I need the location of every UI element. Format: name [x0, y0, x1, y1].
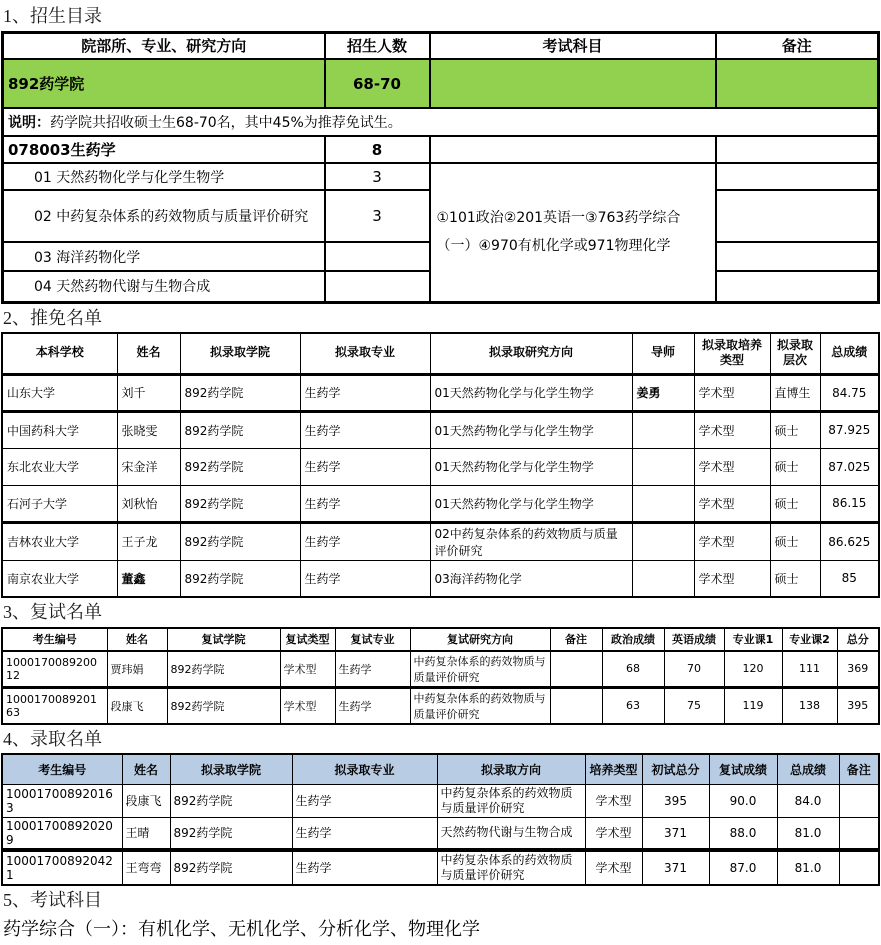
luqu-col-header: 考生编号 [2, 754, 122, 784]
luqu-col-header: 培养类型 [585, 754, 642, 784]
major-cell: 生药学 [292, 784, 437, 817]
mentor-cell: 姜勇 [632, 374, 694, 411]
score-cell: 86.625 [820, 522, 879, 560]
direction-count-cell: 3 [325, 163, 430, 190]
direction-name-cell: 02 中药复杂体系的药效物质与质量评价研究 [3, 190, 325, 242]
tuimian-row [2, 522, 879, 560]
fushi-col-header: 复试研究方向 [410, 628, 550, 651]
luqu-table [1, 753, 880, 886]
mentor-cell [632, 560, 694, 597]
score-cell: 84.75 [820, 374, 879, 411]
section-4-title: 4、录取名单 [3, 728, 102, 749]
direction-cell: 02中药复杂体系的药效物质与质量评价研究 [430, 522, 632, 560]
direction-cell: 01天然药物化学与化学生物学 [430, 411, 632, 448]
luqu-row [2, 784, 879, 817]
direction-name-cell: 01 天然药物化学与化学生物学 [3, 163, 325, 190]
fushi-col-header: 备注 [550, 628, 602, 651]
remark-cell [550, 651, 602, 688]
luqu-header-row [2, 754, 879, 784]
level-cell: 硕士 [770, 485, 820, 522]
direction-cell: 中药复杂体系的药效物质与质量评价研究 [410, 651, 550, 688]
tuimian-col-header: 导师 [632, 333, 694, 374]
luqu-col-header: 复试成绩 [709, 754, 777, 784]
major-cell: 生药学 [300, 522, 430, 560]
initial-score-cell: 395 [642, 784, 709, 817]
candidate-id-cell: 100017008920163 [2, 784, 122, 817]
level-cell: 硕士 [770, 522, 820, 560]
empty-cell [716, 242, 879, 271]
empty-cell [716, 59, 879, 108]
initial-score-cell: 371 [642, 817, 709, 850]
direction-cell: 中药复杂体系的药效物质与质量评价研究 [410, 687, 550, 724]
direction-cell: 天然药物代谢与生物合成 [437, 817, 585, 850]
school-cell: 吉林农业大学 [2, 522, 117, 560]
major-cell: 生药学 [300, 560, 430, 597]
fushi-col-header: 政治成绩 [602, 628, 664, 651]
catalog-header-row [3, 32, 879, 59]
politics-score-cell: 68 [602, 651, 664, 688]
school-cell: 南京农业大学 [2, 560, 117, 597]
section-2-title: 2、推免名单 [3, 307, 102, 328]
tuimian-col-header: 总成绩 [820, 333, 879, 374]
name-cell: 刘秋怡 [117, 485, 180, 522]
college-name-cell: 892药学院 [3, 59, 325, 108]
name-cell: 张晓雯 [117, 411, 180, 448]
direction-row [3, 163, 879, 190]
catalog-col-header: 招生人数 [325, 32, 430, 59]
remark-cell [550, 687, 602, 724]
retest-score-cell: 87.0 [709, 850, 777, 885]
school-cell: 东北农业大学 [2, 448, 117, 485]
tuimian-col-header: 拟录取培养类型 [694, 333, 770, 374]
direction-count-cell: 3 [325, 190, 430, 242]
major-count-cell: 8 [325, 136, 430, 163]
luqu-col-header: 姓名 [122, 754, 170, 784]
tuimian-col-header: 姓名 [117, 333, 180, 374]
total-score-cell: 395 [837, 687, 879, 724]
direction-count-cell [325, 271, 430, 302]
mentor-cell [632, 411, 694, 448]
type-cell: 学术型 [694, 522, 770, 560]
school-cell: 石河子大学 [2, 485, 117, 522]
fushi-table [1, 627, 880, 725]
level-cell: 硕士 [770, 560, 820, 597]
type-cell: 学术型 [585, 850, 642, 885]
name-cell: 宋金洋 [117, 448, 180, 485]
score-cell: 85 [820, 560, 879, 597]
luqu-col-header: 备注 [839, 754, 879, 784]
college-cell: 892药学院 [180, 411, 300, 448]
score-cell: 86.15 [820, 485, 879, 522]
note-label: 说明： [8, 115, 50, 131]
level-cell: 硕士 [770, 448, 820, 485]
candidate-id-cell: 100017008920163 [2, 687, 107, 724]
name-cell: 段康飞 [107, 687, 167, 724]
college-cell: 892药学院 [180, 374, 300, 411]
luqu-col-header: 总成绩 [777, 754, 839, 784]
direction-cell: 中药复杂体系的药效物质与质量评价研究 [437, 850, 585, 885]
fushi-col-header: 英语成绩 [664, 628, 724, 651]
tuimian-row [2, 411, 879, 448]
major-cell: 生药学 [292, 817, 437, 850]
tuimian-col-header: 拟录取专业 [300, 333, 430, 374]
major-cell: 生药学 [300, 374, 430, 411]
major-name-cell: 078003生药学 [3, 136, 325, 163]
course1-score-cell: 120 [724, 651, 782, 688]
direction-cell: 中药复杂体系的药效物质与质量评价研究 [437, 784, 585, 817]
college-cell: 892药学院 [180, 448, 300, 485]
college-row [3, 59, 879, 108]
retest-score-cell: 88.0 [709, 817, 777, 850]
type-cell: 学术型 [585, 817, 642, 850]
type-cell: 学术型 [280, 651, 335, 688]
tuimian-row [2, 485, 879, 522]
college-cell: 892药学院 [180, 485, 300, 522]
type-cell: 学术型 [694, 560, 770, 597]
admission-catalog-table [1, 31, 880, 304]
type-cell: 学术型 [694, 411, 770, 448]
note-row [3, 108, 879, 136]
major-cell: 生药学 [335, 687, 410, 724]
section-3-title: 3、复试名单 [3, 602, 102, 622]
name-cell: 王晴 [122, 817, 170, 850]
college-cell: 892药学院 [170, 850, 292, 885]
type-cell: 学术型 [694, 485, 770, 522]
catalog-col-header: 备注 [716, 32, 879, 59]
fushi-col-header: 专业课1 [724, 628, 782, 651]
major-cell: 生药学 [292, 850, 437, 885]
retest-score-cell: 90.0 [709, 784, 777, 817]
college-cell: 892药学院 [167, 687, 280, 724]
major-row [3, 136, 879, 163]
course2-score-cell: 138 [782, 687, 837, 724]
luqu-col-header: 初试总分 [642, 754, 709, 784]
luqu-row [2, 817, 879, 850]
total-score-cell: 369 [837, 651, 879, 688]
luqu-row [2, 850, 879, 885]
type-cell: 学术型 [280, 687, 335, 724]
tuimian-row [2, 374, 879, 411]
tuimian-row [2, 448, 879, 485]
total-score-cell: 84.0 [777, 784, 839, 817]
luqu-col-header: 拟录取专业 [292, 754, 437, 784]
exam-subjects-cell: ①101政治②201英语一③763药学综合（一）④970有机化学或971物理化学 [430, 163, 716, 302]
type-cell: 学术型 [694, 448, 770, 485]
fushi-row [2, 687, 879, 724]
score-cell: 87.925 [820, 411, 879, 448]
direction-name-cell: 04 天然药物代谢与生物合成 [3, 271, 325, 302]
remark-cell [839, 784, 879, 817]
initial-score-cell: 371 [642, 850, 709, 885]
major-cell: 生药学 [300, 448, 430, 485]
name-cell: 王弯弯 [122, 850, 170, 885]
college-cell: 892药学院 [180, 522, 300, 560]
empty-cell [716, 271, 879, 302]
fushi-col-header: 复试学院 [167, 628, 280, 651]
college-count-cell: 68-70 [325, 59, 430, 108]
mentor-cell [632, 485, 694, 522]
fushi-col-header: 复试专业 [335, 628, 410, 651]
catalog-col-header: 院部所、专业、研究方向 [3, 32, 325, 59]
course2-score-cell: 111 [782, 651, 837, 688]
direction-cell: 03海洋药物化学 [430, 560, 632, 597]
english-score-cell: 75 [664, 687, 724, 724]
fushi-col-header: 复试类型 [280, 628, 335, 651]
tuimian-header-row [2, 333, 879, 374]
candidate-id-cell: 100017008920012 [2, 651, 107, 688]
luqu-col-header: 拟录取方向 [437, 754, 585, 784]
major-cell: 生药学 [300, 411, 430, 448]
tuimian-row [2, 560, 879, 597]
total-score-cell: 81.0 [777, 850, 839, 885]
direction-cell: 01天然药物化学与化学生物学 [430, 485, 632, 522]
tuimian-table [1, 332, 880, 598]
name-cell: 王子龙 [117, 522, 180, 560]
type-cell: 学术型 [585, 784, 642, 817]
direction-cell: 01天然药物化学与化学生物学 [430, 448, 632, 485]
college-cell: 892药学院 [170, 784, 292, 817]
english-score-cell: 70 [664, 651, 724, 688]
remark-cell [839, 850, 879, 885]
score-cell: 87.025 [820, 448, 879, 485]
fushi-col-header: 姓名 [107, 628, 167, 651]
name-cell: 董鑫 [117, 560, 180, 597]
name-cell: 段康飞 [122, 784, 170, 817]
tuimian-col-header: 本科学校 [2, 333, 117, 374]
major-cell: 生药学 [300, 485, 430, 522]
note-cell [3, 108, 879, 136]
mentor-cell [632, 448, 694, 485]
empty-cell [430, 136, 716, 163]
tuimian-col-header: 拟录取学院 [180, 333, 300, 374]
direction-name-cell: 03 海洋药物化学 [3, 242, 325, 271]
tuimian-col-header: 拟录取层次 [770, 333, 820, 374]
major-cell: 生药学 [335, 651, 410, 688]
section-1-title: 1、招生目录 [3, 6, 102, 26]
empty-cell [716, 163, 879, 190]
type-cell: 学术型 [694, 374, 770, 411]
name-cell: 刘千 [117, 374, 180, 411]
college-cell: 892药学院 [170, 817, 292, 850]
school-cell: 山东大学 [2, 374, 117, 411]
tuimian-col-header: 拟录取研究方向 [430, 333, 632, 374]
fushi-col-header: 总分 [837, 628, 879, 651]
catalog-col-header: 考试科目 [430, 32, 716, 59]
luqu-col-header: 拟录取学院 [170, 754, 292, 784]
school-cell: 中国药科大学 [2, 411, 117, 448]
level-cell: 硕士 [770, 411, 820, 448]
empty-cell [716, 136, 879, 163]
total-score-cell: 81.0 [777, 817, 839, 850]
mentor-cell [632, 522, 694, 560]
course1-score-cell: 119 [724, 687, 782, 724]
section-5-title: 5、考试科目 [3, 889, 102, 910]
candidate-id-cell: 100017008920209 [2, 817, 122, 850]
fushi-header-row [2, 628, 879, 651]
politics-score-cell: 63 [602, 687, 664, 724]
fushi-col-header: 专业课2 [782, 628, 837, 651]
college-cell: 892药学院 [167, 651, 280, 688]
level-cell: 直博生 [770, 374, 820, 411]
empty-cell [430, 59, 716, 108]
direction-count-cell [325, 242, 430, 271]
direction-cell: 01天然药物化学与化学生物学 [430, 374, 632, 411]
fushi-row [2, 651, 879, 688]
name-cell: 贾玮娟 [107, 651, 167, 688]
note-text: 药学院共招收硕士生68-70名，其中45%为推荐免试生。 [50, 115, 402, 131]
candidate-id-cell: 100017008920421 [2, 850, 122, 885]
empty-cell [716, 190, 879, 242]
college-cell: 892药学院 [180, 560, 300, 597]
remark-cell [839, 817, 879, 850]
exam-subjects-text: 药学综合（一）：有机化学、无机化学、分析化学、物理化学 [3, 919, 480, 939]
fushi-col-header: 考生编号 [2, 628, 107, 651]
